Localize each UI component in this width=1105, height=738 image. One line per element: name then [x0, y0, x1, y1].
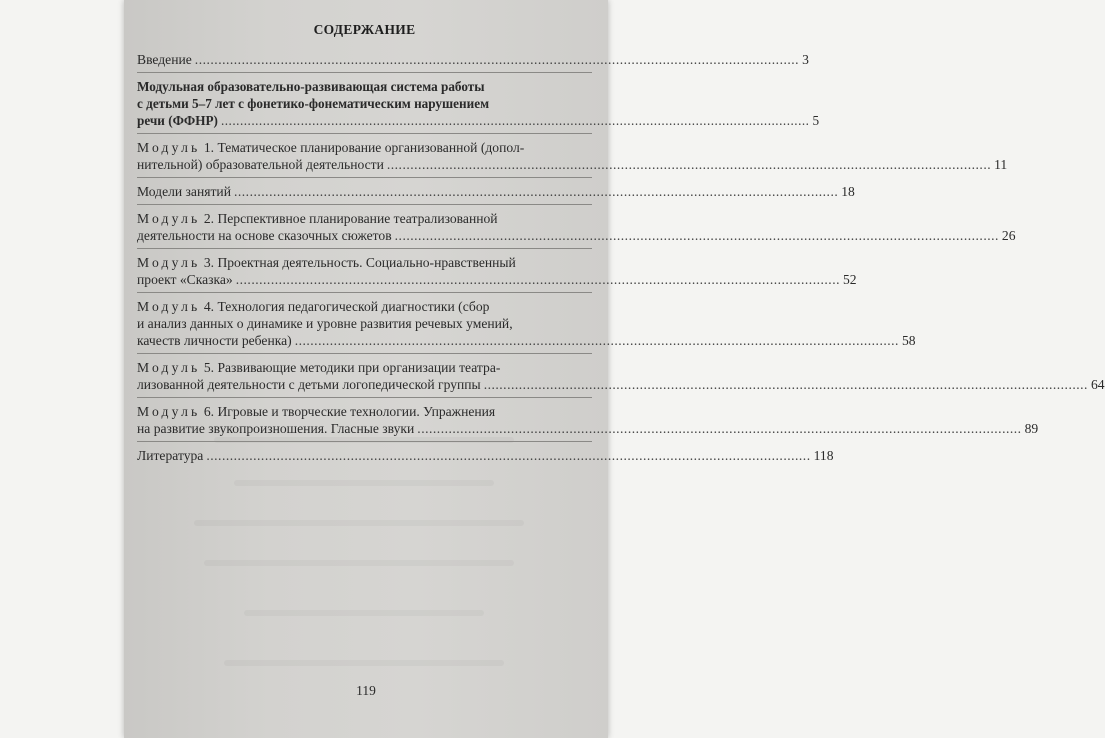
toc-entry-line: с детьми 5–7 лет с фонетико-фонематическим нарушением: [137, 96, 490, 111]
toc-entry-lastline: [137, 447, 834, 464]
toc-entry-line: [137, 298, 592, 315]
module-word: Модуль: [137, 299, 201, 314]
toc-entry-lastline: [137, 112, 820, 129]
toc-entry-title: Введение: [137, 52, 192, 67]
toc-entry-lastline: [137, 227, 1016, 244]
toc-page-number: 26: [1001, 228, 1016, 243]
bleed-through-line: [224, 660, 504, 666]
toc-leader-dots: ...........................................................................................................................................................: [235, 272, 840, 287]
toc-entry-module-1: [137, 139, 1008, 178]
toc-entry-lastline: [137, 156, 1008, 173]
module-word: Модуль: [137, 360, 201, 375]
toc-entry-title: Модели занятий: [137, 184, 231, 199]
toc-entry-line: [137, 359, 592, 376]
toc-leader-dots: ...........................................................................................................................................................: [194, 52, 800, 67]
toc-entry-introduction: [137, 51, 809, 73]
toc-entry-line-text: 3. Проектная деятельность. Социально-нравственный: [200, 255, 516, 270]
toc-entry-line-text: 6. Игровые и творческие технологии. Упражнения: [200, 404, 496, 419]
toc-leader-dots: ...........................................................................................................................................................: [386, 157, 992, 172]
bleed-through-line: [234, 480, 494, 486]
toc-entry-lesson-models: [137, 183, 855, 205]
toc-entry-line: [137, 254, 592, 271]
book-page: [124, 0, 1105, 738]
page-number: 119: [356, 683, 376, 698]
toc-title: СОДЕРЖАНИЕ: [313, 22, 416, 37]
toc-leader-dots: ...........................................................................................................................................................: [294, 333, 899, 348]
toc-page-number: 64: [1090, 377, 1105, 392]
toc-entry-module-3: [137, 254, 857, 293]
toc-entry-module-2: [137, 210, 1016, 249]
toc-entry-modular-system: [137, 78, 820, 134]
toc-page-number: 89: [1024, 421, 1039, 436]
toc-entry-title: нительной) образовательной деятельности: [137, 157, 384, 172]
toc-leader-dots: ...........................................................................................................................................................: [206, 448, 811, 463]
module-word: Модуль: [137, 404, 201, 419]
toc-entry-title: лизованной деятельности с детьми логопедической группы: [137, 377, 481, 392]
toc-page-number: 52: [843, 272, 857, 287]
toc-entry-line: [137, 139, 592, 156]
toc-entry-lastline: [137, 376, 1105, 393]
module-word: Модуль: [137, 140, 201, 155]
toc-entry-module-4: [137, 298, 916, 354]
toc-entry-title: на развитие звукопроизношения. Гласные звуки: [137, 421, 415, 436]
toc-entry-lastline: [137, 51, 809, 68]
table-of-contents: [137, 22, 1105, 473]
module-word: Модуль: [137, 211, 201, 226]
toc-page-number: 5: [812, 113, 820, 128]
toc-entry-title: деятельности на основе сказочных сюжетов: [137, 228, 392, 243]
toc-entry-title: проект «Сказка»: [137, 272, 233, 287]
toc-leader-dots: ...........................................................................................................................................................: [233, 184, 839, 199]
toc-entry-line-text: 5. Развивающие методики при организации театра-: [200, 360, 501, 375]
toc-page-number: 3: [802, 52, 809, 67]
bleed-through-line: [244, 610, 484, 616]
toc-entry-line: и анализ данных о динамике и уровне развития речевых умений,: [137, 316, 513, 331]
toc-page-number: 118: [813, 448, 834, 463]
toc-leader-dots: ...........................................................................................................................................................: [483, 377, 1088, 392]
toc-entry-lastline: [137, 332, 916, 349]
toc-entry-title: речи (ФФНР): [137, 113, 218, 128]
toc-entry-lastline: [137, 271, 857, 288]
toc-entry-title: качеств личности ребенка): [137, 333, 292, 348]
toc-entry-title: Литература: [137, 448, 204, 463]
toc-leader-dots: ...........................................................................................................................................................: [220, 113, 810, 128]
module-word: Модуль: [137, 255, 201, 270]
bleed-through-line: [194, 520, 524, 526]
toc-entry-module-5: [137, 359, 1105, 398]
bleed-through-line: [204, 560, 514, 566]
toc-entry-line-text: 2. Перспективное планирование театрализованной: [200, 211, 498, 226]
toc-entry-literature: [137, 447, 834, 468]
toc-entry-module-6: [137, 403, 1039, 442]
toc-entry-lastline: [137, 183, 855, 200]
toc-leader-dots: ...........................................................................................................................................................: [394, 228, 999, 243]
toc-page-number: 58: [901, 333, 916, 348]
toc-entry-line: [137, 403, 592, 420]
toc-entry-lastline: [137, 420, 1039, 437]
toc-entry-line: [137, 210, 592, 227]
toc-entry-line-text: 4. Технология педагогической диагностики (сбор: [200, 299, 490, 314]
toc-leader-dots: ...........................................................................................................................................................: [417, 421, 1022, 436]
toc-page-number: 11: [994, 157, 1008, 172]
toc-entry-line-text: 1. Тематическое планирование организованной (допол-: [200, 140, 525, 155]
toc-entry-line: Модульная образовательно-развивающая система работы: [137, 79, 485, 94]
toc-page-number: 18: [841, 184, 855, 199]
